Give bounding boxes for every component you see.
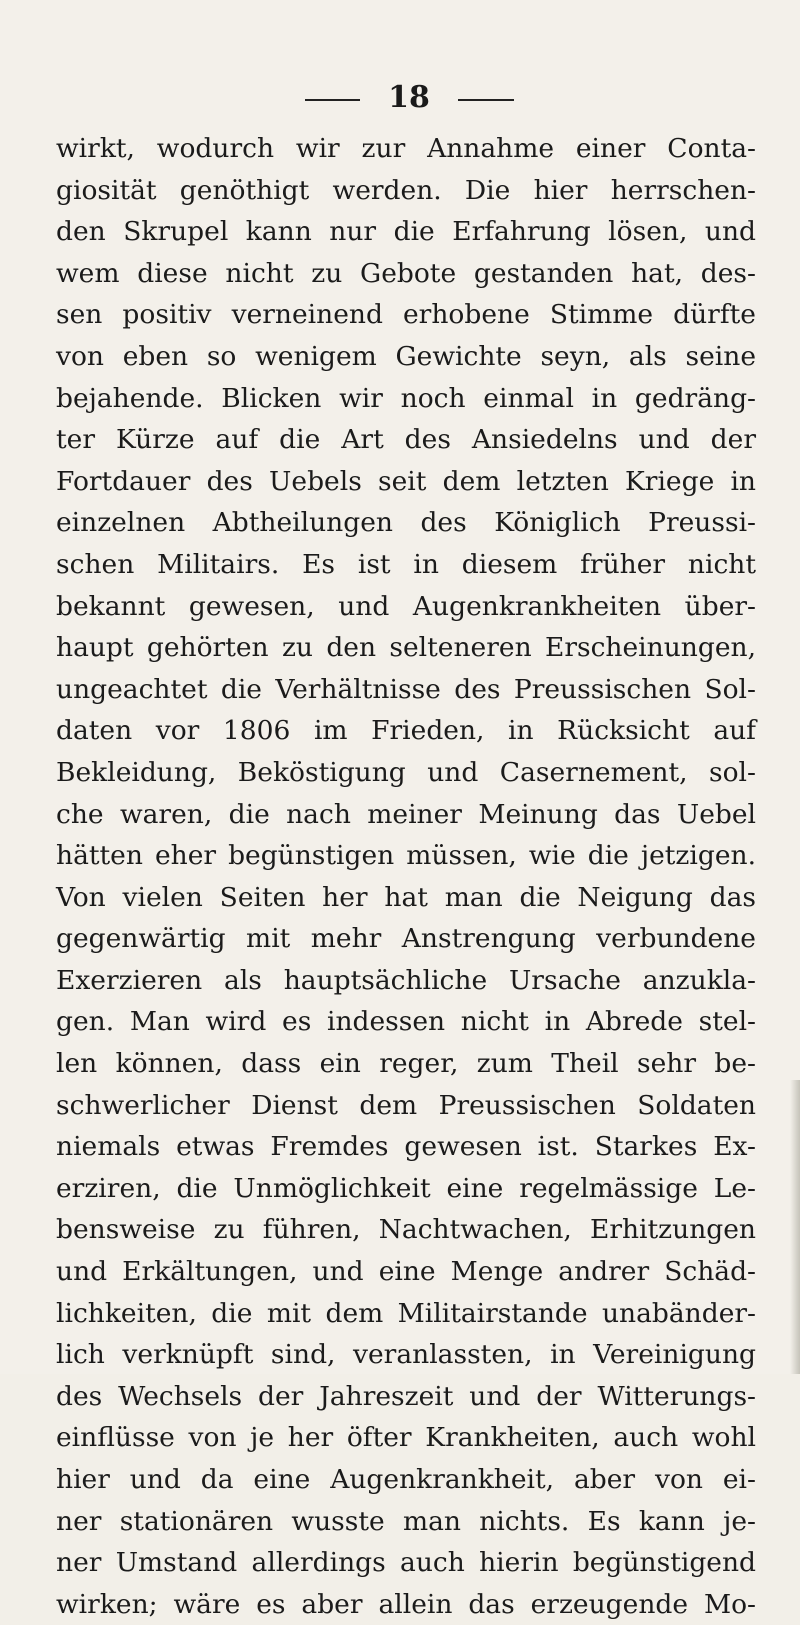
text-line: Exerzieren als hauptsächliche Ursache anzukla- <box>56 964 756 996</box>
text-line: len können, dass ein reger, zum Theil sehr be- <box>56 1048 756 1080</box>
body-text <box>56 128 756 1625</box>
text-line: bekannt gewesen, und Augenkrankheiten über- <box>56 590 756 622</box>
text-line: lichkeiten, die mit dem Militairstande unabänder- <box>56 1297 756 1329</box>
text-line: lich verknüpft sind, veranlassten, in Vereinigung <box>56 1339 756 1371</box>
text-line: haupt gehörten zu den selteneren Erscheinungen, <box>56 632 756 664</box>
text-line: daten vor 1806 im Frieden, in Rücksicht auf <box>56 715 756 747</box>
text-line: einzelnen Abtheilungen des Königlich Preussi- <box>56 507 756 539</box>
header-rule-left <box>305 99 360 101</box>
text-line: niemals etwas Fremdes gewesen ist. Starkes Ex- <box>56 1131 756 1163</box>
text-line: wem diese nicht zu Gebote gestanden hat, des- <box>56 257 756 289</box>
text-line: Bekleidung, Beköstigung und Casernement, sol- <box>56 756 756 788</box>
text-line: schen Militairs. Es ist in diesem früher nicht <box>56 548 756 580</box>
text-line: von eben so wenigem Gewichte seyn, als seine <box>56 340 756 372</box>
text-line: gegenwärtig mit mehr Anstrengung verbundene <box>56 923 756 955</box>
text-line: wirken; wäre es aber allein das erzeugende Mo- <box>56 1588 756 1620</box>
text-line: ner stationären wusste man nichts. Es kann je- <box>56 1505 756 1537</box>
text-line: giosität genöthigt werden. Die hier herrschen- <box>56 174 756 206</box>
text-line: wirkt, wodurch wir zur Annahme einer Conta- <box>56 133 756 164</box>
text-line: und Erkältungen, und eine Menge andrer Schäd- <box>56 1256 756 1288</box>
text-line: einflüsse von je her öfter Krankheiten, auch wohl <box>56 1422 756 1454</box>
text-line: des Wechsels der Jahreszeit und der Witterungs- <box>56 1380 756 1412</box>
page-number: 18 <box>388 80 430 115</box>
text-line: sen positiv verneinend erhobene Stimme dürfte <box>56 299 756 331</box>
text-line: ter Kürze auf die Art des Ansiedelns und der <box>56 424 756 456</box>
text-line: schwerlicher Dienst dem Preussischen Soldaten <box>56 1089 756 1121</box>
text-line: Fortdauer des Uebels seit dem letzten Kriege in <box>56 465 756 497</box>
page-edge-shadow <box>790 1080 800 1374</box>
text-line: gen. Man wird es indessen nicht in Abrede stel- <box>56 1006 756 1038</box>
text-line: ner Umstand allerdings auch hierin begünstigend <box>56 1547 756 1579</box>
text-line: hier und da eine Augenkrankheit, aber von ei- <box>56 1464 756 1495</box>
text-line: den Skrupel kann nur die Erfahrung lösen, und <box>56 216 756 248</box>
text-line: che waren, die nach meiner Meinung das Uebel <box>56 798 756 830</box>
text-line: Von vielen Seiten her hat man die Neigung das <box>56 881 756 913</box>
text-line: erziren, die Unmöglichkeit eine regelmässige Le- <box>56 1172 756 1204</box>
text-line: bensweise zu führen, Nachtwachen, Erhitzungen <box>56 1214 756 1246</box>
text-line: ungeachtet die Verhältnisse des Preussischen Sol- <box>56 673 756 705</box>
text-line: bejahende. Blicken wir noch einmal in gedräng- <box>56 382 756 414</box>
header-rule-right <box>458 99 514 101</box>
page-header <box>0 78 800 118</box>
text-line: hätten eher begünstigen müssen, wie die jetzigen. <box>56 840 756 872</box>
